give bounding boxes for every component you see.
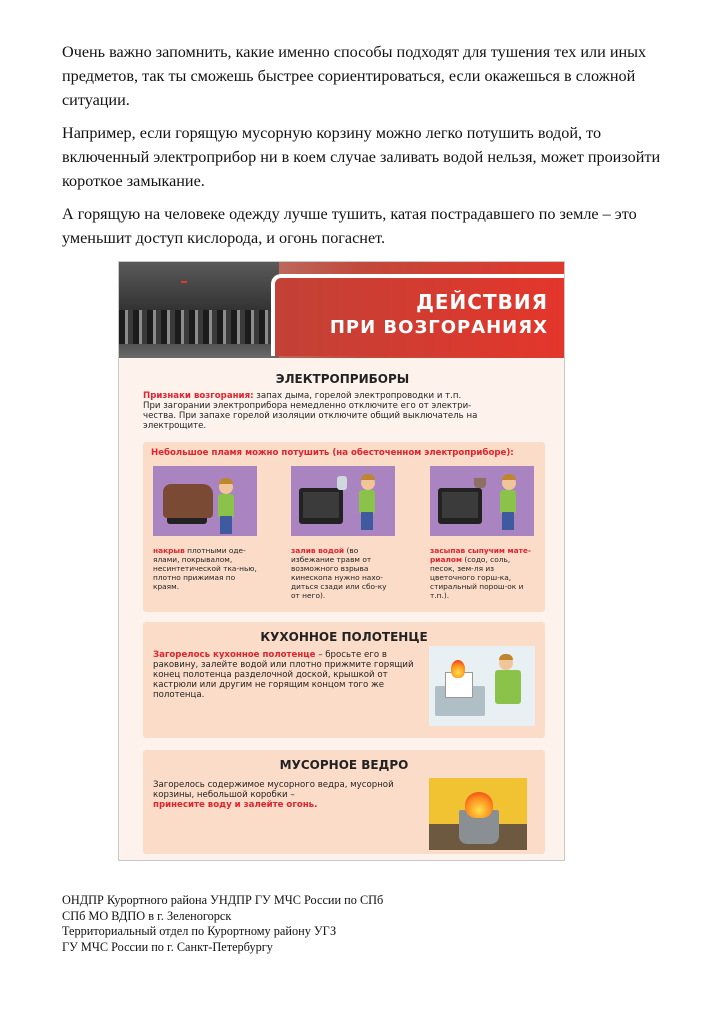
towel-heading: КУХОННОЕ ПОЛОТЕНЦЕ <box>260 630 428 644</box>
header-photo <box>119 262 279 358</box>
poster-title-line2: ПРИ ВОЗГОРАНИЯХ <box>329 317 548 338</box>
caption-sand: засыпав сыпучим мате-риалом (содо, соль, песок, зем-ля из цветочного горш-ка, стиральный порош-ок и т.п.). <box>430 546 531 600</box>
footer-line-2: СПб МО ВДПО в г. Зеленогорск <box>62 908 232 923</box>
caption-cover: накрыв плотными оде-ялами, покрывалом, несинтетической тка-нью, плотно прижимая по краям. <box>153 546 257 591</box>
footer-line-1: ОНДПР Курортного района УНДПР ГУ МЧС России по СПб <box>62 893 384 907</box>
illustration-cover-blanket <box>153 466 257 536</box>
footer-line-4: ГУ МЧС России по г. Санкт-Петербургу <box>62 939 273 954</box>
fire-actions-poster <box>118 261 565 861</box>
small-flame-heading: Небольшое пламя можно потушить (на обесточенном электроприборе): <box>151 448 514 458</box>
header-plate <box>271 274 565 356</box>
signs-label: Признаки возгорания: <box>143 391 254 401</box>
bucket-panel <box>143 750 545 854</box>
caption-water: залив водой (во избежание травм от возможного взрыва кинескопа нужно нахо-диться сзади или сбо-ку от него). <box>291 546 387 600</box>
illustration-pour-sand <box>430 466 534 536</box>
bucket-heading: МУСОРНОЕ ВЕДРО <box>279 758 409 772</box>
towel-panel <box>143 622 545 738</box>
electro-heading: ЭЛЕКТРОПРИБОРЫ <box>275 372 410 386</box>
paragraph-2: Например, если горящую мусорную корзину можно легко потушить водой, то включенный электроприбор ни в коем случае заливать водой нельзя, может произойти короткое замыкание. <box>62 124 661 190</box>
illustration-towel <box>429 646 535 726</box>
paragraph-1: Очень важно запомнить, какие именно способы подходят для тушения тех или иных предметов, так ты сможешь быстрее сориентироваться, если окажешься в сложной ситуации. <box>62 43 647 109</box>
bucket-text: Загорелось содержимое мусорного ведра, мусорной корзины, небольшой коробки – принесите воду и залейте огонь. <box>153 780 394 810</box>
illustration-bucket <box>429 778 527 850</box>
paragraph-3: А горящую на человеке одежду лучше тушить, катая пострадавшего по земле – это уменьшит доступ кислорода, и огонь погаснет. <box>62 205 637 247</box>
footer <box>62 893 383 955</box>
poster-title-line1: ДЕЙСТВИЯ <box>416 290 548 314</box>
electro-panel <box>143 442 545 612</box>
poster-header <box>119 262 565 358</box>
footer-line-3: Территориальный отдел по Курортному району УГЗ <box>62 924 337 938</box>
electro-text: Признаки возгорания: запах дыма, горелой электропроводки и т.п. При загорании электроприбора немедленно отключите его от электри- чества. При запахе горелой изоляции отключите общий выключатель на электрощите. <box>143 391 478 431</box>
towel-text: Загорелось кухонное полотенце – бросьте его в раковину, залейте водой или плотно прижмите горящий конец полотенца разделочной доской, крышкой от кастрюли или другим не горящим концом того же полотенца. <box>153 650 414 700</box>
illustration-pour-water <box>291 466 395 536</box>
